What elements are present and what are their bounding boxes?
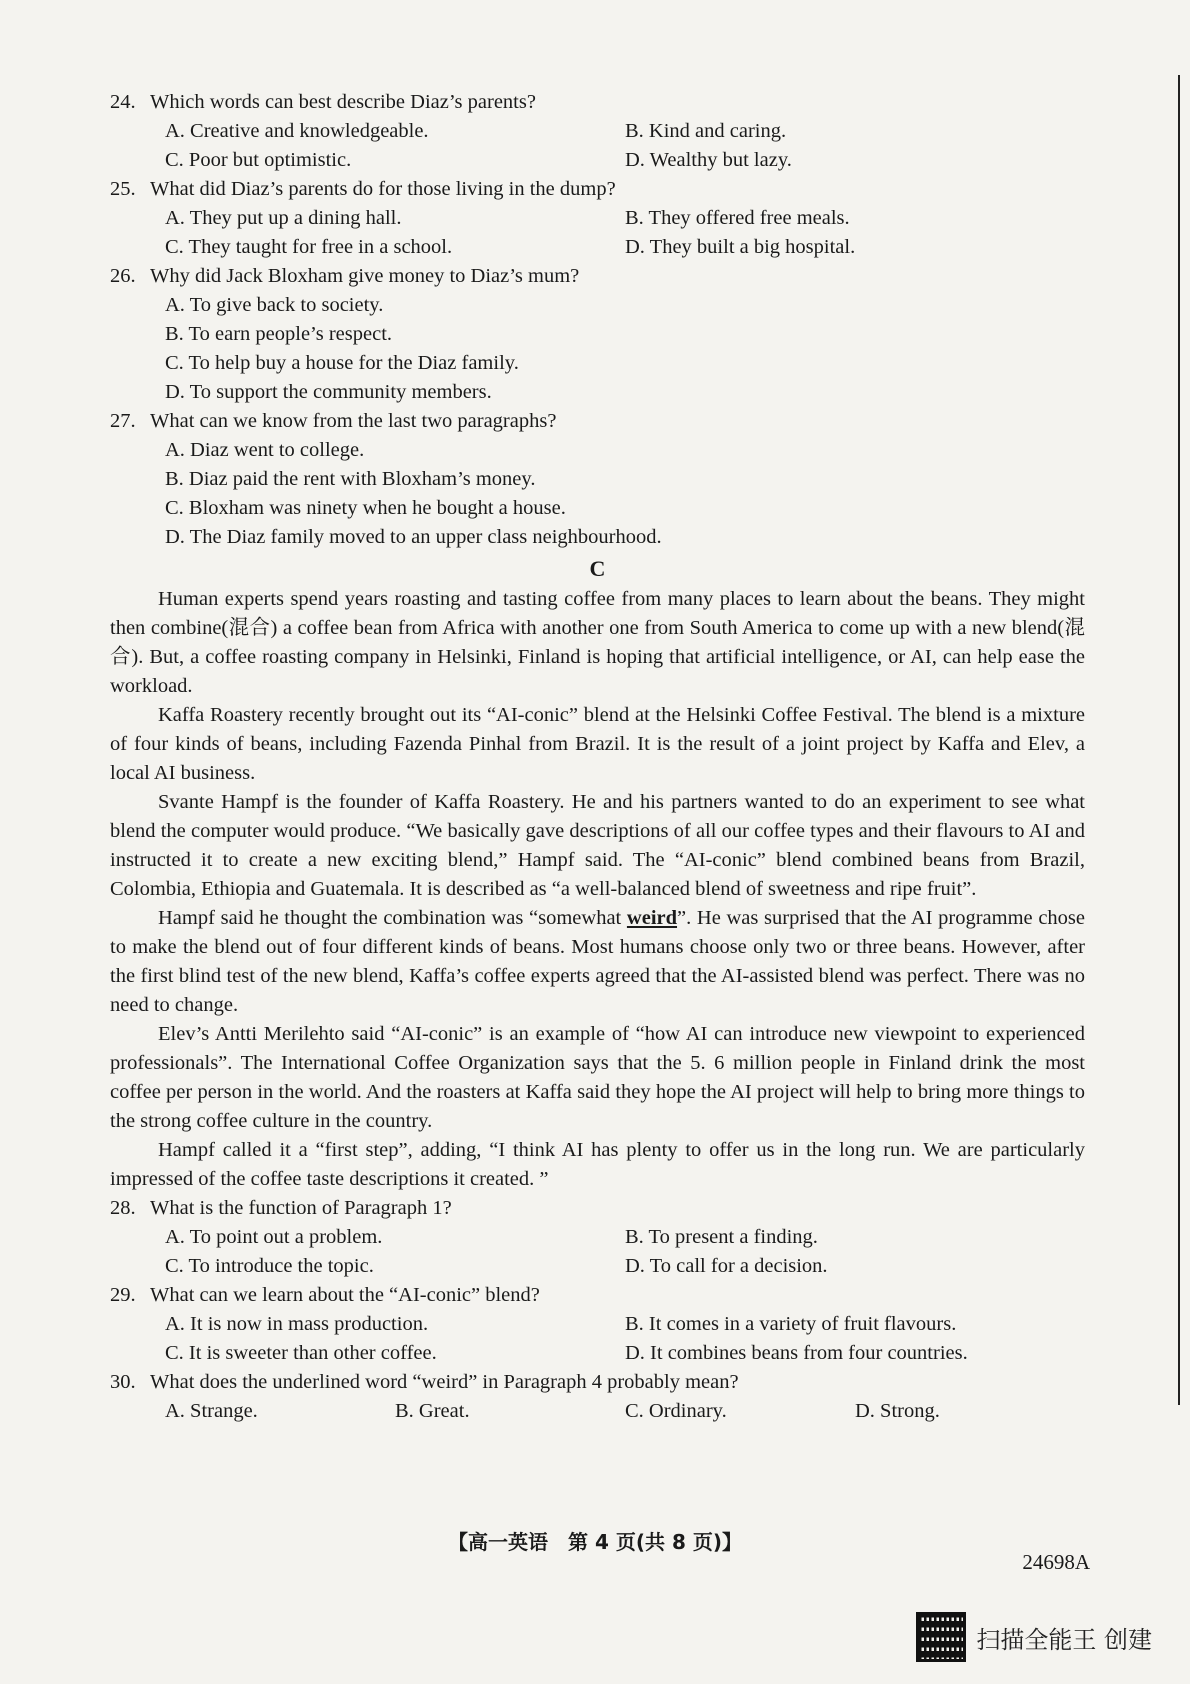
passage-paragraph-4 — [110, 904, 1085, 1020]
question-stem — [110, 1194, 1085, 1223]
exam-code: 24698A — [1022, 1550, 1090, 1574]
question-stem — [110, 1368, 1085, 1397]
option-row — [110, 117, 1085, 146]
reading-passage — [110, 585, 1085, 1194]
question-stem — [110, 88, 1085, 117]
answer-option[interactable]: D. To support the community members. — [165, 381, 492, 403]
answer-option[interactable]: C. Poor but optimistic. — [165, 149, 352, 171]
question-number: 24. — [110, 91, 136, 113]
option-line — [110, 291, 1085, 320]
question-number: 25. — [110, 178, 136, 200]
question — [110, 407, 1085, 552]
answer-option[interactable]: D. It combines beans from four countries. — [625, 1342, 968, 1364]
answer-option[interactable]: C. To introduce the topic. — [165, 1255, 374, 1277]
option-line — [110, 349, 1085, 378]
option-row — [110, 1223, 1085, 1252]
question-stem — [110, 1281, 1085, 1310]
answer-option[interactable]: D. The Diaz family moved to an upper class neighbourhood. — [165, 526, 662, 548]
answer-option[interactable]: D. To call for a decision. — [625, 1255, 828, 1277]
p4-text-after: ”. He was surprised that the AI programme chose to make the blend out of four different kinds of beans. Most humans choose only two or three beans. However, after the first blind test of the new blend, Kaffa’s coffee experts agreed that the AI-assisted blend was perfect. There was no need to change. — [110, 907, 1085, 1016]
question — [110, 1281, 1085, 1368]
passage-paragraph-2: Kaffa Roastery recently brought out its “AI-conic” blend at the Helsinki Coffee Festival. The blend is a mixture of four kinds of beans, including Fazenda Pinhal from Brazil. It is the result of a joint project by Kaffa and Elev, a local AI business. — [110, 704, 1085, 784]
questions-part1 — [110, 88, 1085, 552]
passage-paragraph-6: Hampf called it a “first step”, adding, “I think AI has plenty to offer us in the long run. We are particularly impressed of the coffee taste descriptions it created. ” — [110, 1139, 1085, 1190]
answer-option[interactable]: A. To point out a problem. — [165, 1226, 383, 1248]
answer-option[interactable]: C. They taught for free in a school. — [165, 236, 453, 258]
answer-option[interactable]: B. To earn people’s respect. — [165, 323, 393, 345]
option-line — [110, 494, 1085, 523]
question-text: Which words can best describe Diaz’s parents? — [150, 91, 536, 113]
answer-option[interactable]: C. To help buy a house for the Diaz family. — [165, 352, 519, 374]
answer-option[interactable]: D. Wealthy but lazy. — [625, 149, 792, 171]
underlined-word: weird — [626, 907, 678, 929]
answer-option[interactable]: B. Kind and caring. — [625, 120, 787, 142]
option-row — [110, 1252, 1085, 1281]
question-stem — [110, 407, 1085, 436]
option-row — [110, 233, 1085, 262]
exam-content — [110, 88, 1085, 1426]
passage-paragraph-5: Elev’s Antti Merilehto said “AI-conic” is an example of “how AI can introduce new viewpoint to experienced professionals”. The International Coffee Organization says that the 5. 6 million people in Finland drink the most coffee per person in the world. And the roasters at Kaffa said they hope the AI project will help to bring more things to the strong coffee culture in the country. — [110, 1023, 1085, 1132]
scanner-watermark — [916, 1612, 1152, 1662]
option-row — [110, 1339, 1085, 1368]
answer-option[interactable]: B. They offered free meals. — [625, 207, 850, 229]
answer-option[interactable]: B. It comes in a variety of fruit flavours. — [625, 1313, 957, 1335]
question-stem — [110, 175, 1085, 204]
questions-part2 — [110, 1194, 1085, 1426]
option-line — [110, 378, 1085, 407]
question — [110, 262, 1085, 407]
answer-option[interactable]: B. Diaz paid the rent with Bloxham’s money. — [165, 468, 536, 490]
question-text: What can we learn about the “AI-conic” blend? — [150, 1284, 540, 1306]
answer-option[interactable]: D. Strong. — [855, 1400, 940, 1422]
answer-option[interactable]: B. Great. — [395, 1400, 470, 1422]
page-edge-line — [1178, 75, 1180, 1405]
qr-code-icon — [916, 1612, 966, 1662]
question-text: What does the underlined word “weird” in Paragraph 4 probably mean? — [150, 1371, 739, 1393]
option-row — [110, 1310, 1085, 1339]
answer-option[interactable]: D. They built a big hospital. — [625, 236, 856, 258]
question — [110, 1194, 1085, 1281]
option-line — [110, 465, 1085, 494]
option-row — [110, 204, 1085, 233]
passage-paragraph-3: Svante Hampf is the founder of Kaffa Roastery. He and his partners wanted to do an experiment to see what blend the computer would produce. “We basically gave descriptions of all our coffee types and their flavours to AI and instructed it to create a new exciting blend,” Hampf said. The “AI-conic” blend combined beans from Brazil, Colombia, Ethiopia and Guatemala. It is described as “a well-balanced blend of sweetness and ripe fruit”. — [110, 791, 1085, 900]
passage-paragraph-1: Human experts spend years roasting and tasting coffee from many places to learn about the beans. They might then combine(混合) a coffee bean from Africa with another one from South America to come up with a new blend(混合). But, a coffee roasting company in Helsinki, Finland is hoping that artificial intelligence, or AI, can help ease the workload. — [110, 588, 1085, 697]
question-text: Why did Jack Bloxham give money to Diaz’s mum? — [150, 265, 580, 287]
option-line — [110, 436, 1085, 465]
question-stem — [110, 262, 1085, 291]
option-line — [110, 523, 1085, 552]
answer-option[interactable]: A. They put up a dining hall. — [165, 207, 402, 229]
option-row — [110, 146, 1085, 175]
answer-option[interactable]: A. To give back to society. — [165, 294, 384, 316]
question-number: 27. — [110, 410, 136, 432]
answer-option[interactable]: A. Diaz went to college. — [165, 439, 365, 461]
question-number: 29. — [110, 1284, 136, 1306]
answer-option[interactable]: C. It is sweeter than other coffee. — [165, 1342, 437, 1364]
option-line — [110, 320, 1085, 349]
question — [110, 1368, 1085, 1426]
page-footer: 【高一英语 第 4 页(共 8 页)】 — [448, 1530, 742, 1554]
answer-option[interactable]: A. Creative and knowledgeable. — [165, 120, 429, 142]
p4-text-before: Hampf said he thought the combination was “somewhat — [158, 907, 627, 929]
question-text: What can we know from the last two paragraphs? — [150, 410, 557, 432]
question-number: 28. — [110, 1197, 136, 1219]
question — [110, 88, 1085, 175]
option-row — [110, 1397, 1085, 1426]
answer-option[interactable]: A. Strange. — [165, 1400, 258, 1422]
question-text: What is the function of Paragraph 1? — [150, 1197, 452, 1219]
question-text: What did Diaz’s parents do for those living in the dump? — [150, 178, 616, 200]
question-number: 30. — [110, 1371, 136, 1393]
question-number: 26. — [110, 265, 136, 287]
question — [110, 175, 1085, 262]
answer-option[interactable]: C. Bloxham was ninety when he bought a house. — [165, 497, 566, 519]
section-letter: C — [589, 556, 606, 581]
answer-option[interactable]: B. To present a finding. — [625, 1226, 818, 1248]
answer-option[interactable]: A. It is now in mass production. — [165, 1313, 429, 1335]
answer-option[interactable]: C. Ordinary. — [625, 1400, 727, 1422]
scanner-label: 扫描全能王 创建 — [976, 1625, 1152, 1654]
